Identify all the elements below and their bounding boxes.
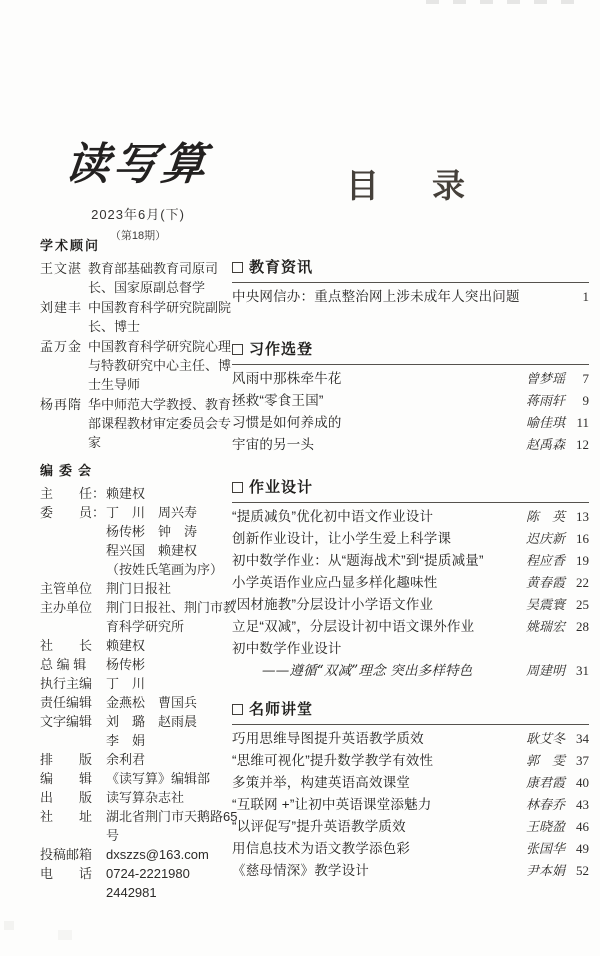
masthead-value: 荆门日报社 — [106, 581, 172, 596]
masthead-value: 湖北省荆门市天鹅路65号 — [106, 809, 238, 843]
masthead-value: 赖建权 — [106, 638, 146, 653]
entry-title: 创新作业设计，让小学生爱上科学课 — [232, 531, 452, 546]
scan-artifact-bottom-left-2 — [58, 930, 72, 940]
section-heading: 教育资讯 — [249, 259, 314, 276]
toc-entry — [232, 528, 589, 550]
entry-title: 初中数学作业：从“题海战术”到“提质减量” — [232, 553, 484, 568]
entry-title: 习惯是如何养成的 — [232, 415, 342, 430]
advisor-name: 孟万金 — [40, 339, 83, 354]
entry-title: 用信息技术为语文教学添色彩 — [232, 841, 411, 856]
entry-title: 中央网信办：重点整治网上涉未成年人突出问题 — [232, 289, 520, 304]
masthead-label: 社 址 — [40, 809, 93, 824]
entry-author: 王晓盈 — [525, 820, 565, 835]
entry-author: 吴震寰 — [525, 598, 565, 613]
masthead-label: 主 任： — [40, 486, 106, 501]
toc-entry — [232, 750, 589, 772]
masthead-label: 主管单位 — [40, 581, 93, 596]
toc-section-selected-writings — [232, 338, 589, 456]
entry-page: 22 — [576, 575, 589, 590]
entry-page: 9 — [582, 393, 589, 408]
toc-entry-subtitle — [232, 660, 589, 682]
masthead-label: 责任编辑 — [40, 695, 93, 710]
masthead-label — [40, 541, 106, 560]
masthead-row — [40, 731, 238, 750]
advisor-desc: 中国教育科学研究院副院长、博士 — [88, 300, 232, 334]
entry-title: 宇宙的另一头 — [232, 437, 315, 452]
masthead-value: 李 娟 — [106, 733, 146, 748]
masthead-value: 杨传彬 — [106, 657, 146, 672]
masthead-column — [40, 236, 238, 902]
masthead-label: 总 编 辑 — [40, 657, 87, 672]
entry-page: 28 — [576, 619, 589, 634]
masthead-value: 丁 川 周兴寿 — [106, 505, 198, 520]
entry-page: 34 — [576, 731, 589, 746]
toc-page-title: 目 录 — [346, 167, 475, 204]
toc-entry — [232, 390, 589, 412]
advisor-row — [40, 337, 238, 394]
toc-entry — [232, 550, 589, 572]
masthead-label: 编 辑 — [40, 771, 93, 786]
toc-section-homework-design — [232, 476, 589, 682]
entry-page: 13 — [576, 509, 589, 524]
toc-entry — [232, 572, 589, 594]
advisor-name: 王文湛 — [40, 261, 83, 276]
entry-author: 姚瑞宏 — [525, 620, 565, 635]
entry-page: 40 — [576, 775, 589, 790]
entry-author: 迟庆新 — [525, 532, 565, 547]
toc-entry — [232, 368, 589, 390]
entry-page: 46 — [576, 819, 589, 834]
entry-subtitle: ——遵循“双减”理念 突出多样特色 — [262, 663, 473, 679]
toc-column — [232, 256, 589, 912]
advisor-desc: 华中师范大学教授、教育部课程教材审定委员会专家 — [88, 397, 232, 450]
masthead-value: 金燕松 曹国兵 — [106, 695, 198, 710]
entry-page: 25 — [576, 597, 589, 612]
masthead-row — [40, 750, 238, 769]
entry-title: 小学英语作业应凸显多样化趣味性 — [232, 575, 438, 590]
advisor-row — [40, 298, 238, 336]
masthead-label: 委 员： — [40, 505, 106, 520]
entry-title: 风雨中那株牵牛花 — [232, 371, 342, 386]
section-heading: 作业设计 — [249, 479, 314, 496]
toc-entry — [232, 434, 589, 456]
masthead-row — [40, 864, 238, 902]
entry-author: 周建明 — [525, 664, 565, 679]
masthead-label — [40, 522, 106, 541]
entry-author: 尹本娟 — [525, 864, 565, 879]
masthead-value: （按姓氏笔画为序） — [106, 562, 224, 577]
section-square-icon — [232, 344, 243, 355]
journal-brand — [58, 128, 218, 243]
committee-heading: 编委会 — [40, 463, 98, 478]
entry-author: 耿艾冬 — [525, 732, 565, 747]
advisor-row — [40, 259, 238, 297]
entry-author: 黄春霞 — [525, 576, 565, 591]
entry-author: 蒋雨轩 — [525, 394, 565, 409]
entry-author: 程应香 — [525, 554, 565, 569]
entry-author: 康君霞 — [525, 776, 565, 791]
journal-title: 读写算 — [62, 139, 213, 190]
toc-entry — [232, 616, 589, 638]
toc-entry — [232, 816, 589, 838]
section-square-icon — [232, 482, 243, 493]
section-header — [232, 476, 589, 503]
toc-entry — [232, 638, 589, 660]
entry-author: 陈 英 — [525, 510, 565, 525]
masthead-row — [40, 655, 238, 674]
masthead-row — [40, 522, 238, 541]
masthead-value: 读写算杂志社 — [106, 790, 185, 805]
entry-page: 1 — [582, 289, 589, 304]
masthead-value: 0724-2221980 2442981 — [106, 866, 190, 900]
masthead-row — [40, 541, 238, 560]
advisor-name: 刘建丰 — [40, 300, 83, 315]
toc-entry — [232, 794, 589, 816]
toc-entry — [232, 838, 589, 860]
entry-page: 43 — [576, 797, 589, 812]
section-header — [232, 256, 589, 283]
masthead-label: 电 话 — [40, 866, 93, 881]
masthead-value: 丁 川 — [106, 676, 146, 691]
toc-entry — [232, 594, 589, 616]
masthead-row — [40, 598, 238, 636]
issue-number: （第18期） — [109, 230, 167, 242]
masthead-label — [40, 560, 106, 579]
toc-section-education-news — [232, 256, 589, 308]
masthead-value: dxszzs@163.com — [106, 847, 209, 862]
entry-title: 巧用思维导图提升英语教学质效 — [232, 731, 424, 746]
toc-entry — [232, 506, 589, 528]
masthead-label: 社 长 — [40, 638, 93, 653]
section-header — [232, 698, 589, 725]
entry-title: 拯救“零食王国” — [232, 393, 324, 408]
masthead-value: 赖建权 — [106, 486, 146, 501]
section-square-icon — [232, 262, 243, 273]
advisor-row — [40, 395, 238, 452]
masthead-value: 余利君 — [106, 752, 146, 767]
entry-page: 12 — [576, 437, 589, 452]
toc-entry — [232, 860, 589, 882]
entry-page: 11 — [576, 415, 589, 430]
masthead-value: 荆门日报社、荆门市教育科学研究所 — [106, 600, 237, 634]
masthead-label — [40, 731, 106, 750]
masthead-label: 执行主编 — [40, 676, 93, 691]
masthead-row — [40, 769, 238, 788]
masthead-label: 出 版 — [40, 790, 93, 805]
entry-author: 郭 雯 — [525, 754, 565, 769]
masthead-value: 程兴国 赖建权 — [106, 543, 198, 558]
entry-title: “因材施教”分层设计小学语文作业 — [232, 597, 434, 612]
masthead-row — [40, 503, 238, 522]
scan-artifact-top — [426, 0, 586, 4]
masthead-label: 主办单位 — [40, 600, 93, 615]
masthead-row — [40, 636, 238, 655]
masthead-row — [40, 579, 238, 598]
advisor-desc: 教育部基础教育司原司长、国家原副总督学 — [88, 261, 219, 295]
toc-entry — [232, 412, 589, 434]
entry-title: 《慈母情深》教学设计 — [232, 863, 369, 878]
masthead-row — [40, 484, 238, 503]
masthead-row — [40, 807, 238, 845]
entry-title: “互联网 +”让初中英语课堂添魅力 — [232, 797, 432, 812]
entry-page: 49 — [576, 841, 589, 856]
entry-author: 林春乔 — [525, 798, 565, 813]
masthead-row — [40, 712, 238, 731]
section-heading: 习作选登 — [249, 341, 314, 358]
entry-page: 7 — [582, 371, 589, 386]
masthead-row — [40, 788, 238, 807]
masthead-label: 投稿邮箱 — [40, 847, 93, 862]
masthead-row — [40, 693, 238, 712]
entry-title: “提质减负”优化初中语文作业设计 — [232, 509, 434, 524]
toc-section-master-lectures — [232, 698, 589, 882]
advisor-name: 杨再隋 — [40, 397, 83, 412]
scan-artifact-bottom-left-1 — [4, 921, 14, 930]
entry-title: 多策并举，构建英语高效课堂 — [232, 775, 411, 790]
masthead-value: 《读写算》编辑部 — [106, 771, 211, 786]
entry-page: 31 — [576, 663, 589, 678]
section-square-icon — [232, 704, 243, 715]
advisor-desc: 中国教育科学研究院心理与特教研究中心主任、博士生导师 — [88, 339, 232, 392]
entry-author: 赵禹森 — [525, 438, 565, 453]
entry-author: 张国华 — [525, 842, 565, 857]
entry-title: “以评促写”提升英语教学质效 — [232, 819, 406, 834]
issue-date: 2023年6月(下) — [91, 207, 185, 222]
entry-title: 立足“双减”，分层设计初中语文课外作业 — [232, 619, 475, 634]
masthead-row — [40, 845, 238, 864]
toc-entry — [232, 772, 589, 794]
toc-entry — [232, 286, 589, 308]
masthead-label: 文字编辑 — [40, 714, 93, 729]
toc-entry — [232, 728, 589, 750]
entry-title: 初中数学作业设计 — [232, 641, 342, 656]
masthead-row — [40, 674, 238, 693]
entry-page: 16 — [576, 531, 589, 546]
entry-title: “思维可视化”提升数学教学有效性 — [232, 753, 434, 768]
masthead-value: 刘 璐 赵雨晨 — [106, 714, 198, 729]
section-heading: 名师讲堂 — [249, 701, 314, 718]
entry-author: 曾梦瑶 — [525, 372, 565, 387]
masthead-label: 排 版 — [40, 752, 93, 767]
entry-page: 52 — [576, 863, 589, 878]
entry-page: 37 — [576, 753, 589, 768]
masthead-value: 杨传彬 钟 涛 — [106, 524, 198, 539]
entry-page: 19 — [576, 553, 589, 568]
entry-author: 喻佳琪 — [525, 416, 565, 431]
section-header — [232, 338, 589, 365]
masthead-row — [40, 560, 238, 579]
advisors-heading: 学术顾问 — [40, 238, 101, 253]
